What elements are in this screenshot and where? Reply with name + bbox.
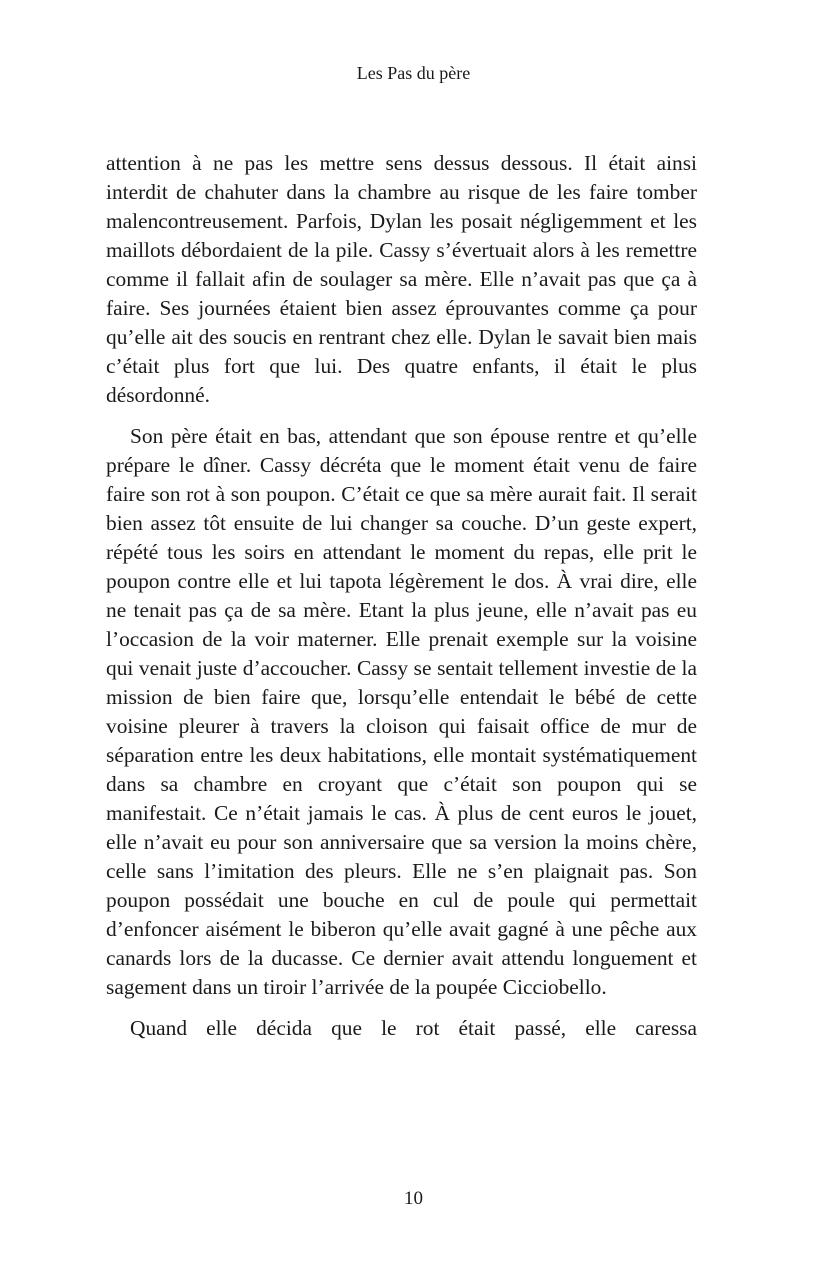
paragraph-last-line: Quand elle décida que le rot était passé, elle caressa [130,1016,697,1040]
paragraph: Son père était en bas, attendant que son épouse rentre et qu’elle prépare le dîner. Cassy décréta que le moment était venu de faire faire son rot à son poupon. C’était ce que sa mère aurait fait. Il serait bien assez tôt ensuite de lui changer sa couche. D’un geste expert, répété tous les soirs en attendant le moment du repas, elle prit le poupon contre elle et lui tapota légèrement le dos. À vrai dire, elle ne tenait pas ça de sa mère. Etant la plus jeune, elle n’avait pas eu l’occasion de la voir materner. Elle prenait exemple sur la voisine qui venait juste d’accoucher. Cassy se sentait tellement investie de la mission de bien faire que, lorsqu’elle entendait le bébé de cette voisine pleurer à travers la cloison qui faisait office de mur de séparation entre les deux habitations, elle montait systématiquement dans sa chambre en croyant que c’était son poupon qui se manifestait. Ce n’était jamais le cas. À plus de cent euros le jouet, elle n’avait eu pour son anniversaire que sa version la moins chère, celle sans l’imitation des pleurs. Elle ne s’en plaignait pas. Son poupon possédait une bouche en cul de poule qui permettait d’enfoncer aisément le biberon qu’elle avait gagné à une pêche aux canards lors de la ducasse. Ce dernier avait attendu longuement et sagement dans un tiroir l’arrivée de la poupée Cicciobello. [106,424,697,999]
body-text [106,149,697,1043]
running-header: Les Pas du père [356,63,471,83]
paragraph-continued: attention à ne pas les mettre sens dessus dessous. Il était ainsi interdit de chahuter dans la chambre au risque de les faire tomber malencontreusement. Parfois, Dylan les posait négligemment et les maillots débordaient de la pile. Cassy s’évertuait alors à les remettre comme il fallait afin de soulager sa mère. Elle n’avait pas que ça à faire. Ses journées étaient bien assez éprouvantes comme ça pour qu’elle ait des soucis en rentrant chez elle. Dylan le savait bien mais c’était plus fort que lui. Des quatre enfants, il était le plus désordonné. [106,151,697,407]
page-number: 10 [404,1188,423,1209]
